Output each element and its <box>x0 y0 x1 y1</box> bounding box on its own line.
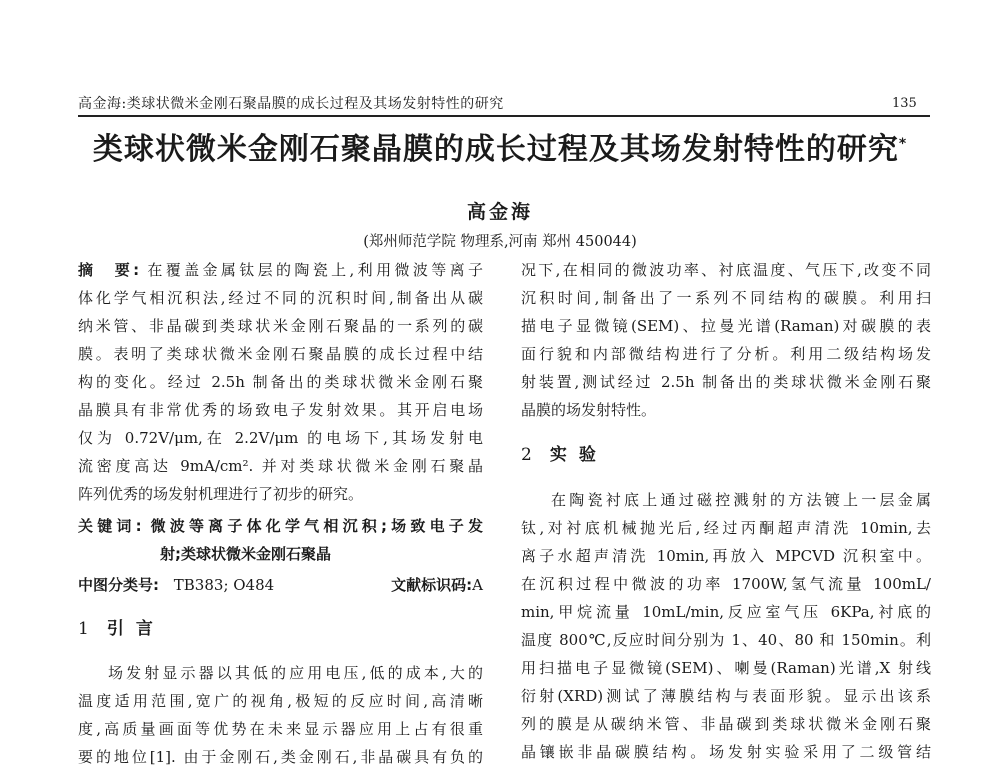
body-line: 况下,在相同的微波功率、衬底温度、气压下,改变不同 <box>521 261 931 279</box>
body-line: 描电子显微镜(SEM)、拉曼光谱(Raman)对碳膜的表 <box>521 317 931 335</box>
experiment-line: 离子水超声清洗 10min,再放入 MPCVD 沉积室中。 <box>521 547 931 565</box>
abstract-line: 阵列优秀的场发射机理进行了初步的研究。 <box>78 485 364 503</box>
abstract-line: 构的变化。经过 2.5h 制备出的类球状微米金刚石聚 <box>78 373 483 391</box>
experiment-line: 温度 800℃,反应时间分别为 1、40、80 和 150min。利 <box>521 631 931 649</box>
experiment-line: 列的膜是从碳纳米管、非晶碳到类球状微米金刚石聚 <box>521 715 931 733</box>
intro-line: 要的地位[1]. 由于金刚石,类金刚石,非晶碳具有负的 <box>78 748 483 766</box>
keywords-label: 关键词: <box>78 517 142 535</box>
author-name: 高金海 <box>466 201 533 223</box>
abstract-line: 体化学气相沉积法,经过不同的沉积时间,制备出从碳 <box>78 289 483 307</box>
page-number: 135 <box>892 96 917 111</box>
keywords-line-2: 射;类球状微米金刚石聚晶 <box>160 545 331 563</box>
section-2-heading: 2 实验 <box>521 445 608 465</box>
intro-line: 度,高质量画面等优势在未来显示器应用上占有很重 <box>78 720 483 738</box>
clc-value: TB383; O484 <box>173 576 275 594</box>
abstract-label: 摘 要: <box>78 261 140 279</box>
body-line: 沉积时间,制备出了一系列不同结构的碳膜。利用扫 <box>521 289 931 307</box>
abstract-line: 流密度高达 9mA/cm². 并对类球状微米金刚石聚晶 <box>78 457 483 475</box>
experiment-line: 晶镶嵌非晶碳膜结构。场发射实验采用了二级管结 <box>521 743 931 761</box>
header-rule <box>78 115 930 117</box>
doc-code-label: 文献标识码: <box>391 576 473 594</box>
experiment-line: 在沉积过程中微波的功率 1700W,氢气流量 100mL/ <box>521 575 931 593</box>
experiment-line: 在陶瓷衬底上通过磁控溅射的方法镀上一层金属 <box>551 491 931 509</box>
abstract-line: 膜。表明了类球状微米金刚石聚晶膜的成长过程中结 <box>78 345 483 363</box>
doc-code <box>372 571 483 599</box>
running-header: 高金海:类球状微米金刚石聚晶膜的成长过程及其场发射特性的研究 <box>78 96 504 112</box>
clc-label: 中图分类号: <box>78 576 159 594</box>
body-line: 射装置,测试经过 2.5h 制备出的类球状微米金刚石聚 <box>521 373 931 391</box>
experiment-line: 钛,对衬底机械抛光后,经过丙酮超声清洗 10min,去 <box>521 519 931 537</box>
experiment-line: 衍射(XRD)测试了薄膜结构与表面形貌。显示出该系 <box>521 687 931 705</box>
abstract-line: 晶膜具有非常优秀的场致电子发射效果。其开启电场 <box>78 401 483 419</box>
abstract-line: 纳米管、非晶碳到类球状米金刚石聚晶的一系列的碳 <box>78 317 483 335</box>
section-1-heading: 1 引言 <box>78 619 165 639</box>
experiment-line: 用扫描电子显微镜(SEM)、喇曼(Raman)光谱,X 射线 <box>521 659 931 677</box>
body-line: 面行貌和内部微结构进行了分析。利用二级结构场发 <box>521 345 931 363</box>
abstract-line: 仅为 0.72V/μm,在 2.2V/μm 的电场下,其场发射电 <box>78 429 483 447</box>
body-line: 晶膜的场发射特性。 <box>521 401 657 419</box>
intro-line: 温度适用范围,宽广的视角,极短的反应时间,高清晰 <box>78 692 483 710</box>
title-footnote-mark: * <box>898 136 908 152</box>
experiment-line: min,甲烷流量 10mL/min,反应室气压 6KPa,衬底的 <box>521 603 931 621</box>
intro-line: 场发射显示器以其低的应用电压,低的成本,大的 <box>108 664 483 682</box>
keywords-line: 关键词: 微波等离子体化学气相沉积;场致电子发 <box>78 517 483 535</box>
doc-code-value: A <box>472 576 483 594</box>
paper-title: 类球状微米金刚石聚晶膜的成长过程及其场发射特性的研究* <box>92 132 908 167</box>
abstract-line: 摘 要: 在覆盖金属钛层的陶瓷上,利用微波等离子 <box>78 261 483 279</box>
affiliation: (郑州师范学院 物理系,河南 郑州 450044) <box>363 234 637 250</box>
